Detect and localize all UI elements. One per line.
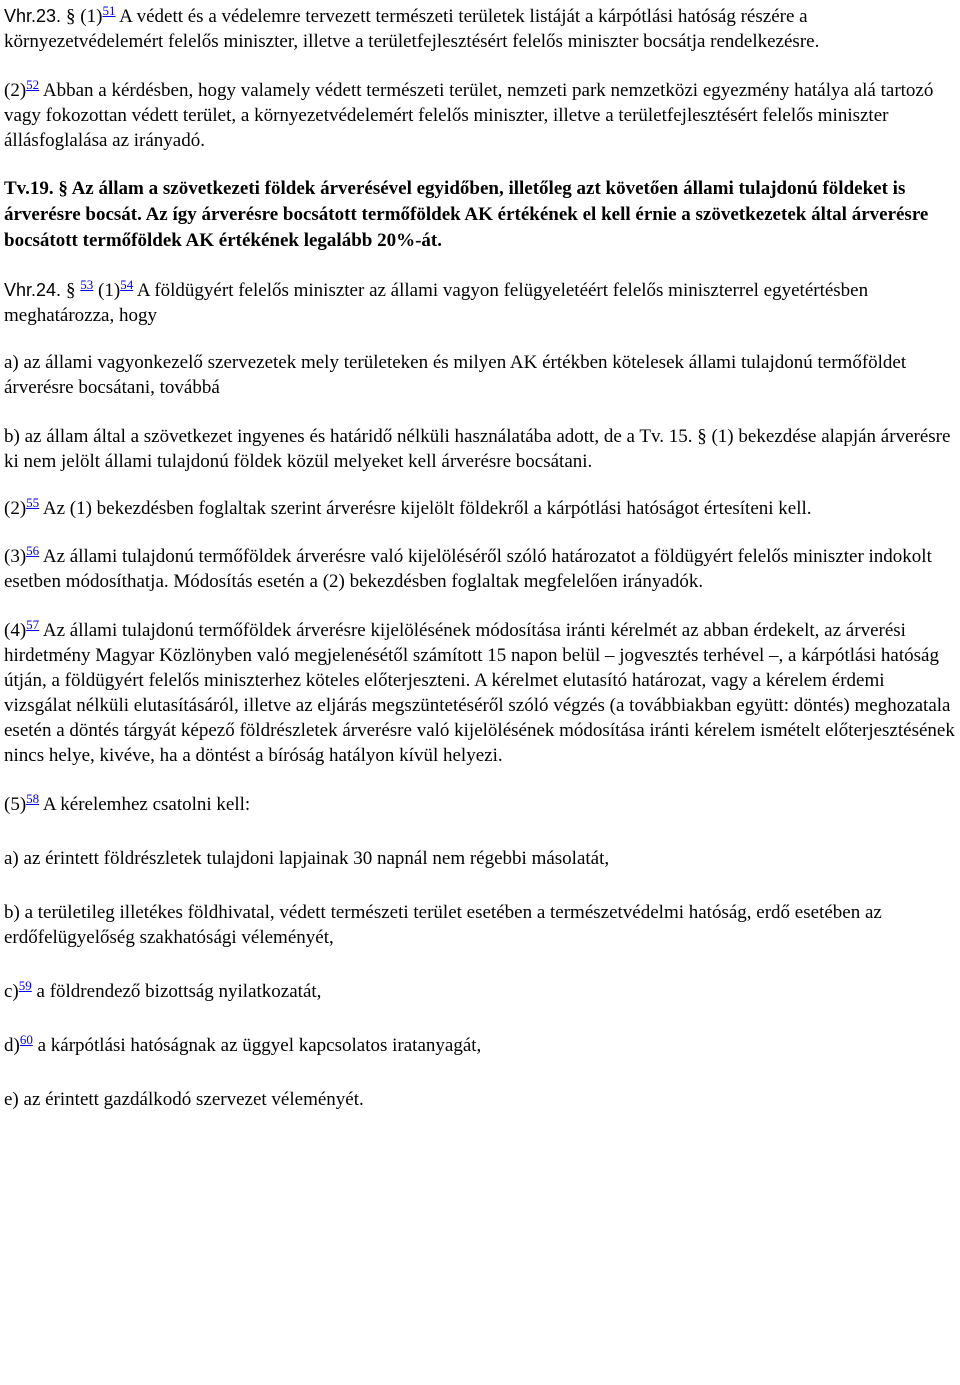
item-a	[4, 350, 956, 400]
footnote-link-57[interactable]: 57	[26, 617, 40, 632]
section-sign: §	[58, 178, 68, 199]
footnote-link-60[interactable]: 60	[19, 1032, 33, 1047]
document-page	[4, 4, 956, 1112]
paragraph-text: Az (1) bekezdésben foglaltak szerint árverésre kijelölt földekről a kárpótlási hatóságot értesíteni kell.	[39, 498, 812, 519]
item-letter: d)	[4, 1035, 20, 1056]
paragraph-tv19	[4, 176, 956, 254]
footnote-link-53[interactable]: 53	[80, 277, 94, 292]
item-text: a) az érintett földrészletek tulajdoni lapjainak 30 napnál nem régebbi másolatát,	[4, 848, 610, 869]
attachment-item-d	[4, 1033, 956, 1058]
section-sign: §	[697, 426, 707, 447]
attachment-item-a	[4, 846, 956, 871]
item-text: b) a területileg illetékes földhivatal, védett természeti terület esetében a természetvédelmi hatóság, erdő esetében az erdőfelügyelőség szakhatósági véleményét,	[4, 902, 882, 948]
footnote-link-59[interactable]: 59	[18, 978, 32, 993]
footnote-link-58[interactable]: 58	[26, 791, 40, 806]
paragraph-text: Abban a kérdésben, hogy valamely védett természeti terület, nemzeti park nemzetközi egyezmény hatálya alá tartozó vagy fokozottan védett terület, a környezetvédelemért felelős miniszter, illetve a területfejlesztésért felelős miniszter állásfoglalása az irányadó.	[4, 80, 934, 151]
footnote-link-56[interactable]: 56	[26, 543, 40, 558]
paragraph-vhr24-5	[4, 792, 956, 817]
paragraph-number: (4)	[4, 620, 27, 641]
section-sign: §	[66, 280, 76, 301]
footnote-link-54[interactable]: 54	[120, 277, 134, 292]
item-b	[4, 424, 956, 474]
paragraph-vhr24-4	[4, 618, 956, 768]
paragraph-vhr24-3	[4, 544, 956, 594]
item-text: b) az állam által a szövetkezet ingyenes és határidő nélküli használatába adott, de a Tv. 15.	[4, 426, 698, 447]
attachment-item-e	[4, 1087, 956, 1112]
paragraph-text: A védett és a védelemre tervezett természeti területek listáját a kárpótlási hatóság részére a környezetvédelemért felelős miniszter, illetve a területfejlesztésért felelős miniszter bocsátja rendelkezésre.	[4, 6, 820, 52]
paragraph-vhr24-1	[4, 278, 956, 328]
item-letter: c)	[4, 981, 19, 1002]
section-lead: Tv.19.	[4, 178, 59, 199]
paragraph-number: (1)	[75, 6, 103, 27]
item-text-cont: (1) bekezdése alapján árverésre ki nem jelölt állami tulajdonú földek közül melyeket kell árverésre bocsátani.	[4, 426, 951, 472]
paragraph-text: A földügyért felelős miniszter az állami vagyon felügyeletéért felelős miniszterrel egyetértésben meghatározza, hogy	[4, 280, 869, 326]
footnote-link-55[interactable]: 55	[26, 495, 40, 510]
item-text: a kárpótlási hatóságnak az üggyel kapcsolatos iratanyagát,	[32, 1035, 482, 1056]
paragraph-text: A kérelemhez csatolni kell:	[39, 794, 251, 815]
paragraph-number: (1)	[93, 280, 121, 301]
paragraph-vhr23-2	[4, 78, 956, 153]
section-lead: Vhr.24.	[4, 280, 67, 300]
paragraph-number: (3)	[4, 546, 27, 567]
paragraph-number: (2)	[4, 80, 27, 101]
paragraph-text: Az állam a szövetkezeti földek árverésével egyidőben, illetőleg azt követően állami tulajdonú földeket is árverésre bocsát. Az így árverésre bocsátott termőföldek AK értékének el kell érnie a szövetkezetek által árverésre bocsátott termőföldek AK értékének legalább 20%-át.	[4, 178, 929, 251]
attachment-item-c	[4, 979, 956, 1004]
paragraph-vhr24-2	[4, 496, 956, 521]
item-text: a földrendező bizottság nyilatkozatát,	[31, 981, 322, 1002]
item-text: a) az állami vagyonkezelő szervezetek mely területeken és milyen AK értékben kötelesek állami tulajdonú termőföldet árverésre bocsátani, továbbá	[4, 352, 907, 398]
item-text: e) az érintett gazdálkodó szervezet véleményét.	[4, 1089, 364, 1110]
paragraph-text: Az állami tulajdonú termőföldek árverésre kijelölésének módosítása iránti kérelmét az abban érdekelt, az árverési hirdetmény Magyar Közlönyben való megjelenésétől számított 15 napon belül – jogvesztés terhével –, a kárpótlási hatóság útján, a földügyért felelős miniszterhez köteles előterjeszteni. A kérelmet elutasító határozat, vagy a kérelem érdemi vizsgálat nélküli elutasításáról, illetve az eljárás megszüntetéséről szóló végzés (a továbbiakban együtt: döntés) meghozatala esetén a döntés tárgyát képező földrészletek árverésre való kijelölésének módosítása iránti kérelem ismételt előterjesztésének nincs helye, kivéve, ha a döntést a bíróság hatályon kívül helyezi.	[4, 620, 955, 766]
footnote-link-52[interactable]: 52	[26, 77, 40, 92]
paragraph-text: Az állami tulajdonú termőföldek árverésre való kijelöléséről szóló határozatot a földügyért felelős miniszter indokolt esetben módosíthatja. Módosítás esetén a (2) bekezdésben foglaltak megfelelően irányadók.	[4, 546, 932, 592]
paragraph-number: (5)	[4, 794, 27, 815]
paragraph-number: (2)	[4, 498, 27, 519]
section-sign: §	[66, 6, 76, 27]
paragraph-vhr23-1	[4, 4, 956, 54]
attachment-item-b	[4, 900, 956, 950]
section-lead: Vhr.23.	[4, 6, 67, 26]
footnote-link-51[interactable]: 51	[102, 3, 116, 18]
